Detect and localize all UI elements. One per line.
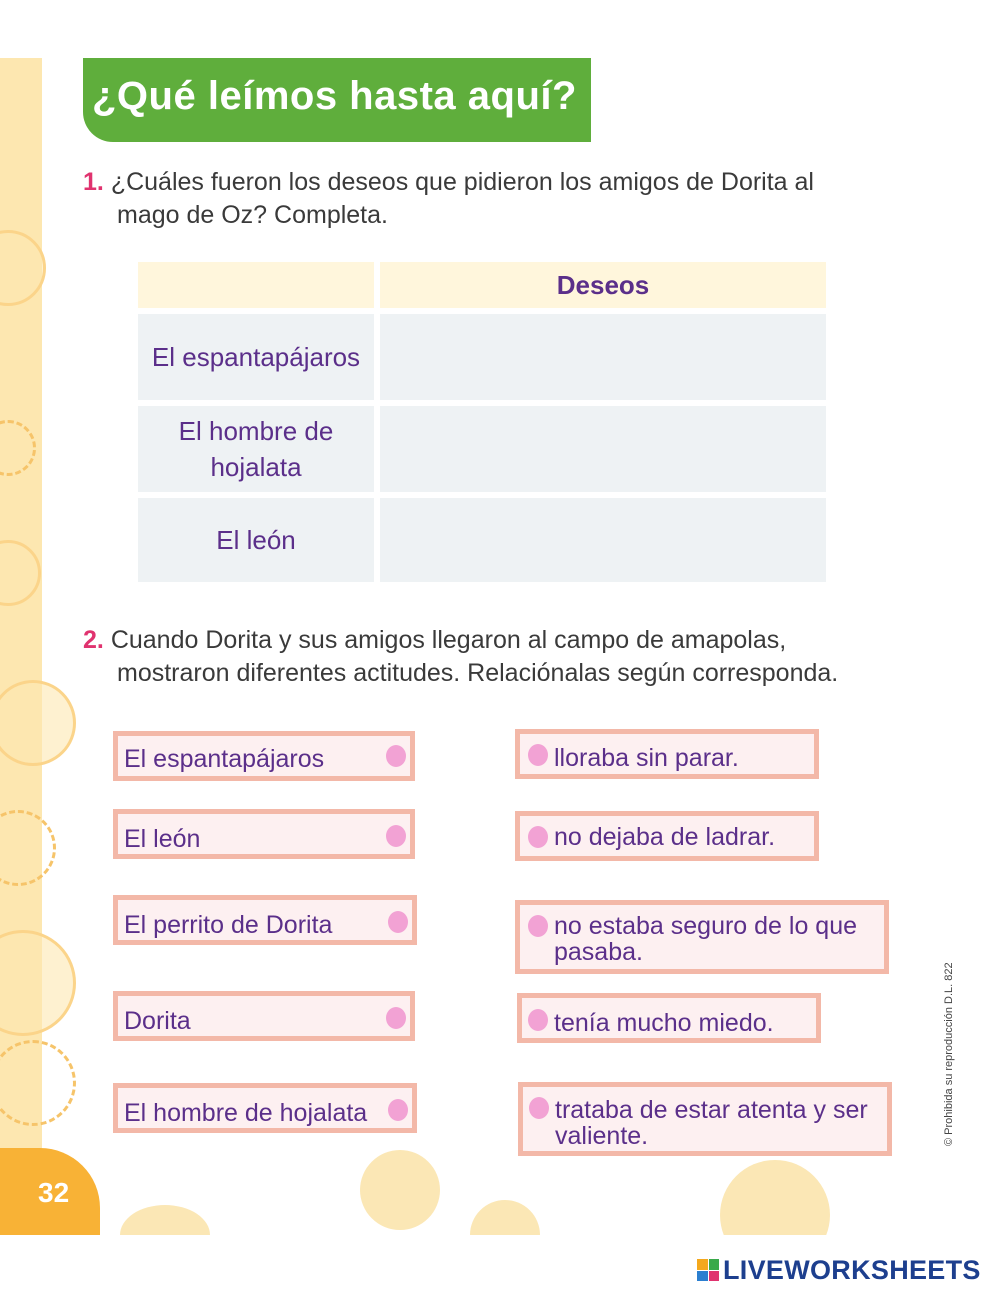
table-header-empty bbox=[138, 262, 374, 308]
question-text: mostraron diferentes actitudes. Relaciónalas según corresponda. bbox=[117, 659, 839, 687]
question-text: Cuando Dorita y sus amigos llegaron al campo de amapolas, bbox=[110, 626, 787, 654]
match-left-box bbox=[113, 731, 415, 781]
wishes-table bbox=[138, 262, 826, 582]
flower-decoration-icon bbox=[0, 680, 76, 766]
match-right-box bbox=[515, 811, 819, 861]
match-left-box bbox=[113, 1083, 417, 1133]
match-left-label: El perrito de Dorita bbox=[124, 911, 333, 939]
match-dot[interactable] bbox=[529, 1097, 549, 1119]
wish-answer-cell[interactable] bbox=[380, 314, 826, 400]
match-right-label: valiente. bbox=[555, 1122, 649, 1150]
match-right-label: pasaba. bbox=[554, 938, 643, 966]
row-label-text: El hombre de bbox=[178, 416, 334, 446]
match-dot[interactable] bbox=[388, 1099, 408, 1121]
match-left-box bbox=[113, 895, 417, 945]
match-right-box bbox=[515, 900, 889, 974]
match-right-label: no estaba seguro de lo que bbox=[554, 912, 858, 940]
row-label-text: El león bbox=[216, 525, 296, 555]
match-right-box bbox=[518, 1082, 892, 1156]
match-left-label: Dorita bbox=[124, 1007, 191, 1035]
table-row-label bbox=[138, 406, 374, 492]
match-dot[interactable] bbox=[386, 745, 406, 767]
footer-brand-text: LIVEWORKSHEETS bbox=[723, 1254, 981, 1285]
match-dot[interactable] bbox=[528, 915, 548, 937]
match-right-label: lloraba sin parar. bbox=[554, 744, 739, 772]
question-1 bbox=[83, 166, 901, 232]
page-title: ¿Qué leímos hasta aquí? bbox=[92, 74, 577, 118]
question-number: 1. bbox=[83, 168, 104, 196]
table-row-label bbox=[138, 314, 374, 400]
match-dot[interactable] bbox=[386, 825, 406, 847]
match-dot[interactable] bbox=[528, 826, 548, 848]
match-right-label: no dejaba de ladrar. bbox=[554, 823, 776, 851]
flower-decoration-icon bbox=[360, 1150, 440, 1230]
match-right-box bbox=[517, 993, 821, 1043]
match-dot[interactable] bbox=[528, 1009, 548, 1031]
match-dot[interactable] bbox=[388, 911, 408, 933]
row-label-text: El espantapájaros bbox=[151, 342, 361, 372]
match-dot[interactable] bbox=[528, 744, 548, 766]
table-header-deseos: Deseos bbox=[380, 262, 826, 308]
row-label-text: hojalata bbox=[210, 452, 302, 482]
wish-answer-cell[interactable] bbox=[380, 406, 826, 492]
question-text: ¿Cuáles fueron los deseos que pidieron los amigos de Dorita al bbox=[110, 168, 814, 196]
match-left-box bbox=[113, 991, 415, 1041]
match-left-label: El espantapájaros bbox=[124, 745, 325, 773]
wish-answer-cell[interactable] bbox=[380, 498, 826, 582]
table-row-label bbox=[138, 498, 374, 582]
liveworksheets-logo-icon bbox=[697, 1259, 719, 1281]
copyright-note: © Prohibida su reproducción D.L. 822 bbox=[943, 962, 955, 1146]
match-right-box bbox=[515, 729, 819, 779]
question-2 bbox=[83, 624, 901, 690]
match-left-box bbox=[113, 809, 415, 859]
match-left-label: El hombre de hojalata bbox=[124, 1099, 368, 1127]
flower-decoration-icon bbox=[0, 930, 76, 1036]
flower-decoration-icon bbox=[470, 1200, 540, 1235]
question-text: mago de Oz? Completa. bbox=[117, 201, 388, 229]
page-number: 32 bbox=[38, 1177, 70, 1208]
footer-brand[interactable] bbox=[697, 1255, 981, 1285]
flower-decoration-icon bbox=[0, 810, 56, 886]
flower-decoration-icon bbox=[120, 1205, 210, 1235]
match-right-label: trataba de estar atenta y ser bbox=[555, 1096, 868, 1124]
match-right-label: tenía mucho miedo. bbox=[554, 1009, 774, 1037]
question-number: 2. bbox=[83, 626, 104, 654]
match-dot[interactable] bbox=[386, 1007, 406, 1029]
match-left-label: El león bbox=[124, 825, 201, 853]
flower-decoration-icon bbox=[0, 1040, 76, 1126]
flower-decoration-icon bbox=[720, 1160, 830, 1235]
